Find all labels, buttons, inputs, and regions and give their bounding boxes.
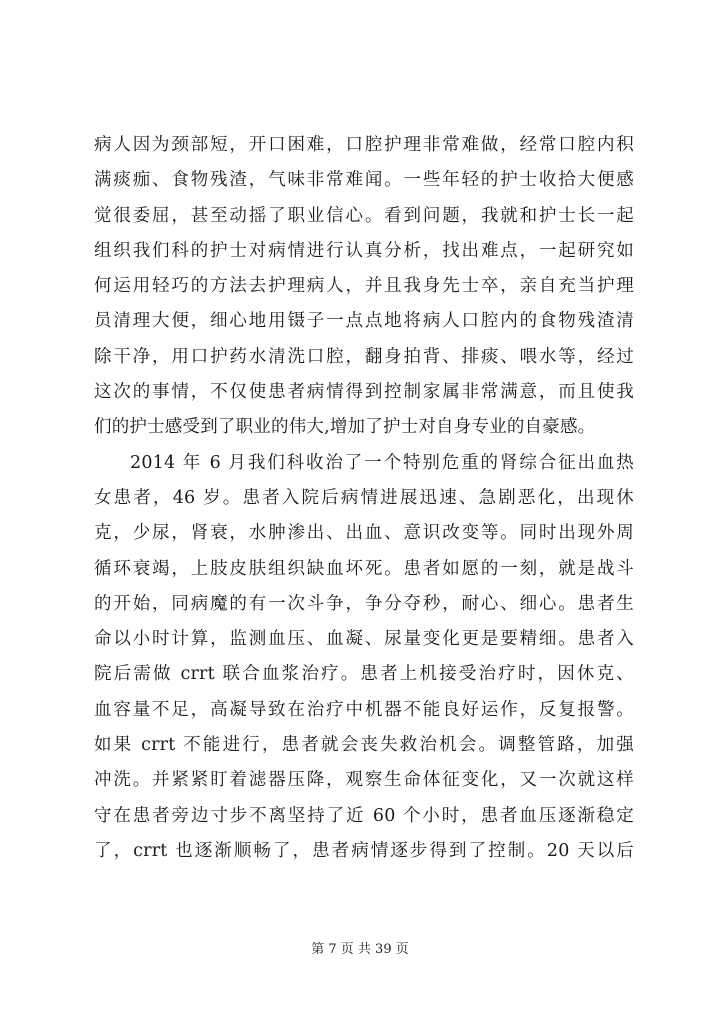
text-line: 循环衰竭，上肢皮肤组织缺血坏死。患者如愿的一刻，就是战斗 [94, 558, 634, 579]
text-line: 了，crrt 也逐渐顺畅了，患者病情逐步得到了控制。20 天以后 [94, 840, 634, 861]
text-line: 克，少尿，肾衰，水肿渗出、出血、意识改变等。同时出现外周 [94, 523, 634, 544]
text-line: 们的护士感受到了职业的伟大,增加了护士对自身专业的自豪感。 [94, 417, 596, 438]
text-line: 如果 crrt 不能进行，患者就会丧失救治机会。调整管路，加强 [94, 735, 634, 756]
text-line: 这次的事情，不仅使患者病情得到控制家属非常满意，而且使我 [94, 382, 634, 403]
text-line: 院后需做 crrt 联合血浆治疗。患者上机接受治疗时，因休克、 [94, 664, 634, 685]
text-line: 员清理大便，细心地用镊子一点点地将病人口腔内的食物残渣清 [94, 311, 634, 332]
text-line: 血容量不足，高凝导致在治疗中机器不能良好运作，反复报警。 [94, 699, 634, 720]
body-text [94, 128, 634, 869]
text-line: 何运用轻巧的方法去护理病人，并且我身先士卒，亲自充当护理 [94, 276, 634, 297]
text-line: 命以小时计算，监测血压、血凝、尿量变化更是要精细。患者入 [94, 629, 634, 650]
text-line: 的开始，同病魔的有一次斗争，争分夺秒，耐心、细心。患者生 [94, 593, 634, 614]
text-line: 组织我们科的护士对病情进行认真分析，找出难点，一起研究如 [94, 240, 634, 261]
text-line: 除干净，用口护药水清洗口腔，翻身拍背、排痰、喂水等，经过 [94, 346, 634, 367]
page-number-footer: 第 7 页 共 39 页 [311, 942, 409, 957]
text-line: 女患者，46 岁。患者入院后病情进展迅速、急剧恶化，出现休 [94, 487, 634, 508]
text-line: 守在患者旁边寸步不离坚持了近 60 个小时，患者血压逐渐稳定 [94, 805, 634, 826]
text-line: 满痰痂、食物残渣，气味非常难闻。一些年轻的护士收拾大便感 [94, 170, 634, 191]
text-line: 觉很委屈，甚至动摇了职业信心。看到问题，我就和护士长一起 [94, 205, 634, 226]
text-line: 病人因为颈部短，开口困难，口腔护理非常难做，经常口腔内积 [94, 135, 634, 155]
text-line: 冲洗。并紧紧盯着滤器压降，观察生命体征变化，又一次就这样 [94, 770, 634, 791]
paragraph-first-line: 2014 年 6 月我们科收治了一个特别危重的肾综合征出血热 [130, 452, 634, 473]
